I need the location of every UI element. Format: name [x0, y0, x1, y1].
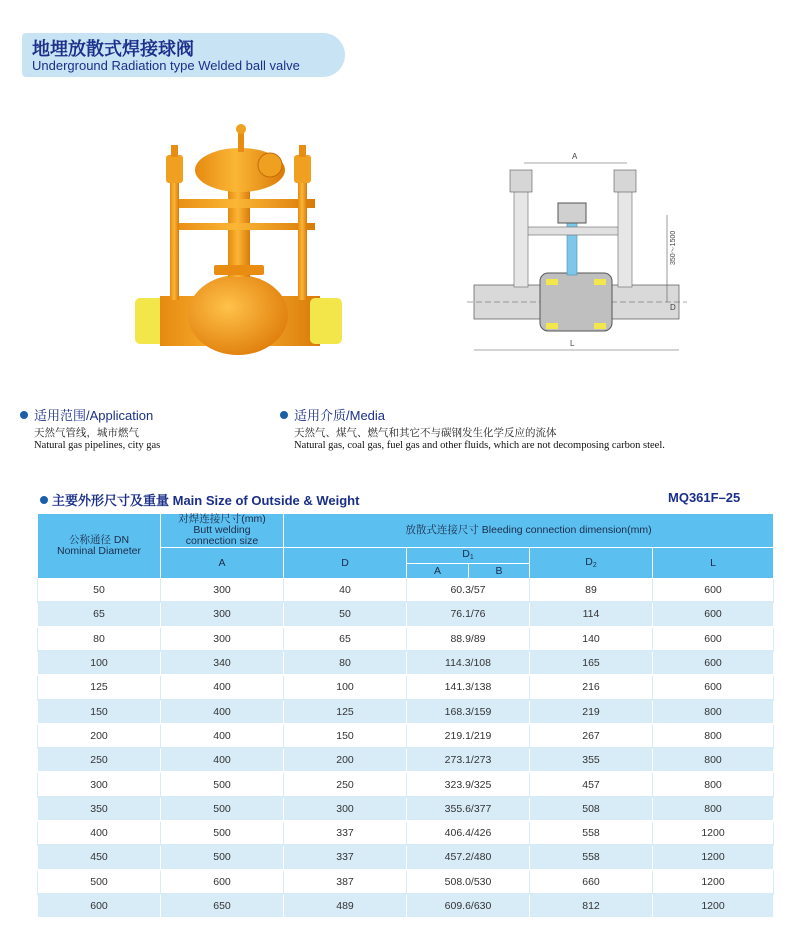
cell-a: 500: [161, 772, 284, 796]
section-title-text: 主要外形尺寸及重量 Main Size of Outside & Weight: [52, 493, 360, 508]
media-zh: 天然气、煤气、燃气和其它不与碳钢发生化学反应的流体: [294, 428, 557, 439]
header-d1-sub: 1: [469, 554, 474, 562]
header-d1-b: B: [469, 564, 530, 579]
table-row: [38, 675, 774, 699]
cell-d1: 457.2/480: [407, 845, 530, 869]
cell-d2: 457: [530, 772, 653, 796]
header-butt-en1: Butt welding: [193, 524, 251, 537]
cell-d1: 355.6/377: [407, 797, 530, 821]
cell-d2: 660: [530, 870, 653, 894]
cell-d1: 406.4/426: [407, 821, 530, 845]
cell-dn: 500: [38, 870, 161, 894]
media-block: [280, 405, 665, 451]
table-body: [38, 579, 774, 919]
cell-d1: 76.1/76: [407, 602, 530, 626]
cell-d: 65: [284, 627, 407, 651]
header-d2-sub: 2: [592, 561, 597, 569]
valve-photo: [130, 115, 345, 355]
cell-dn: 65: [38, 602, 161, 626]
cell-d: 150: [284, 724, 407, 748]
cell-a: 400: [161, 724, 284, 748]
header-d1: [407, 548, 530, 564]
cell-d: 50: [284, 602, 407, 626]
table-row: [38, 797, 774, 821]
application-heading: 适用范围/Application: [34, 408, 154, 423]
header-d2-text: D: [585, 555, 593, 568]
header-dn-en: Nominal Diameter: [56, 545, 142, 558]
cell-d2: 355: [530, 748, 653, 772]
cell-d: 250: [284, 772, 407, 796]
cell-a: 650: [161, 894, 284, 918]
cell-d: 125: [284, 700, 407, 724]
dim-a-label: A: [572, 152, 578, 161]
cell-d: 40: [284, 579, 407, 603]
cell-d: 300: [284, 797, 407, 821]
cell-dn: 450: [38, 845, 161, 869]
cell-dn: 200: [38, 724, 161, 748]
cell-d2: 267: [530, 724, 653, 748]
header-nominal-diameter: [38, 514, 161, 579]
cell-dn: 600: [38, 894, 161, 918]
cell-d2: 165: [530, 651, 653, 675]
dim-d-label: D: [670, 303, 676, 312]
cell-d2: 508: [530, 797, 653, 821]
title-banner: [22, 33, 345, 77]
cell-l: 800: [653, 724, 774, 748]
cell-d1: 219.1/219: [407, 724, 530, 748]
table-row: [38, 772, 774, 796]
header-dn-zh: 公称通径 DN: [68, 534, 130, 546]
table-row: [38, 627, 774, 651]
cell-l: 600: [653, 579, 774, 603]
table-row: [38, 748, 774, 772]
header-d1-text: D: [462, 548, 470, 561]
cell-d: 387: [284, 870, 407, 894]
header-butt-zh: 对焊连接尺寸(mm): [178, 513, 266, 525]
header-butt-welding: [161, 514, 284, 548]
cell-d2: 89: [530, 579, 653, 603]
dim-l-label: L: [570, 339, 575, 348]
table-row: [38, 845, 774, 869]
dim-height-label: 350～1500: [670, 230, 677, 265]
cell-d: 489: [284, 894, 407, 918]
cell-a: 340: [161, 651, 284, 675]
cell-a: 300: [161, 602, 284, 626]
cell-dn: 80: [38, 627, 161, 651]
cell-d: 100: [284, 675, 407, 699]
application-zh: 天然气管线，城市燃气: [34, 428, 139, 439]
table-row: [38, 894, 774, 918]
cell-d1: 508.0/530: [407, 870, 530, 894]
application-block: [20, 405, 160, 451]
header-d1-a: A: [407, 564, 469, 579]
media-heading: 适用介质/Media: [294, 408, 386, 423]
cell-d1: 114.3/108: [407, 651, 530, 675]
cell-dn: 400: [38, 821, 161, 845]
cell-dn: 350: [38, 797, 161, 821]
media-en: Natural gas, coal gas, fuel gas and other fluids, which are not decomposing carbon steel.: [294, 440, 665, 451]
cell-d: 337: [284, 821, 407, 845]
cell-dn: 100: [38, 651, 161, 675]
header-butt-en2: connection size: [185, 535, 259, 548]
page-title-zh: 地埋放散式焊接球阀: [32, 39, 194, 60]
table-row: [38, 579, 774, 603]
table-row: [38, 651, 774, 675]
cell-d1: 60.3/57: [407, 579, 530, 603]
cell-a: 500: [161, 845, 284, 869]
cell-d2: 114: [530, 602, 653, 626]
table-row: [38, 602, 774, 626]
cell-l: 1200: [653, 894, 774, 918]
cell-dn: 150: [38, 700, 161, 724]
cell-d1: 609.6/630: [407, 894, 530, 918]
header-bleeding: 放散式连接尺寸 Bleeding connection dimension(mm): [284, 514, 774, 548]
cell-l: 600: [653, 651, 774, 675]
model-number: MQ361F–25: [668, 490, 741, 505]
cell-l: 800: [653, 748, 774, 772]
section-title: [40, 490, 359, 509]
cell-l: 1200: [653, 870, 774, 894]
cell-a: 300: [161, 627, 284, 651]
header-l: L: [653, 548, 774, 579]
cell-l: 1200: [653, 821, 774, 845]
table-row: [38, 700, 774, 724]
cell-l: 800: [653, 700, 774, 724]
cell-d1: 323.9/325: [407, 772, 530, 796]
header-d: D: [284, 548, 407, 579]
page-title-en: Underground Radiation type Welded ball valve: [32, 58, 300, 73]
bullet-icon: [280, 411, 288, 419]
cell-d: 337: [284, 845, 407, 869]
cell-d2: 812: [530, 894, 653, 918]
cell-a: 400: [161, 748, 284, 772]
cell-d: 80: [284, 651, 407, 675]
cell-dn: 50: [38, 579, 161, 603]
application-en: Natural gas pipelines, city gas: [34, 440, 161, 451]
cell-d2: 140: [530, 627, 653, 651]
cell-l: 600: [653, 675, 774, 699]
bullet-icon: [40, 496, 48, 504]
valve-dimension-drawing: [462, 145, 692, 360]
table-row: [38, 870, 774, 894]
cell-d2: 216: [530, 675, 653, 699]
cell-a: 300: [161, 579, 284, 603]
cell-dn: 250: [38, 748, 161, 772]
cell-d1: 168.3/159: [407, 700, 530, 724]
table-row: [38, 821, 774, 845]
cell-l: 800: [653, 772, 774, 796]
cell-d2: 219: [530, 700, 653, 724]
cell-a: 600: [161, 870, 284, 894]
cell-a: 500: [161, 797, 284, 821]
size-table: [37, 513, 774, 919]
cell-a: 400: [161, 700, 284, 724]
cell-d: 200: [284, 748, 407, 772]
cell-dn: 125: [38, 675, 161, 699]
cell-d1: 88.9/89: [407, 627, 530, 651]
cell-a: 500: [161, 821, 284, 845]
table-row: [38, 724, 774, 748]
cell-dn: 300: [38, 772, 161, 796]
cell-d1: 273.1/273: [407, 748, 530, 772]
cell-a: 400: [161, 675, 284, 699]
cell-l: 800: [653, 797, 774, 821]
cell-d1: 141.3/138: [407, 675, 530, 699]
bullet-icon: [20, 411, 28, 419]
cell-l: 600: [653, 627, 774, 651]
cell-d2: 558: [530, 845, 653, 869]
header-d2: [530, 548, 653, 579]
cell-l: 1200: [653, 845, 774, 869]
header-a: A: [161, 548, 284, 579]
cell-l: 600: [653, 602, 774, 626]
cell-d2: 558: [530, 821, 653, 845]
